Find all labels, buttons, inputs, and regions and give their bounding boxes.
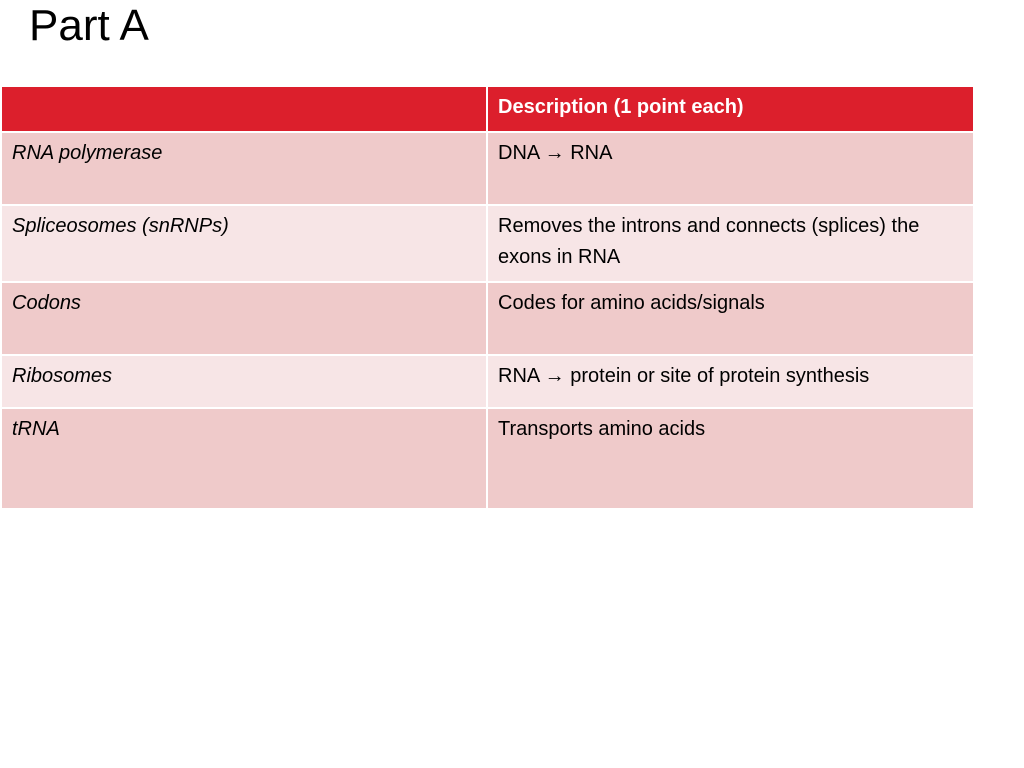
term-cell: Spliceosomes (snRNPs) [1,205,487,282]
term-cell: Codons [1,282,487,355]
term-cell: RNA polymerase [1,132,487,205]
table-header-row [1,86,974,132]
description-cell: Transports amino acids [487,408,974,509]
table-row [1,408,974,509]
table-row [1,132,974,205]
header-term [1,86,487,132]
page-title: Part A [29,1,149,50]
table-row [1,355,974,408]
table-row [1,205,974,282]
description-cell: DNA → RNA [487,132,974,205]
term-cell: Ribosomes [1,355,487,408]
description-cell: Removes the introns and connects (splices) the exons in RNA [487,205,974,282]
terms-table [0,85,975,510]
description-cell: Codes for amino acids/signals [487,282,974,355]
header-description: Description (1 point each) [487,86,974,132]
description-cell: RNA → protein or site of protein synthesis [487,355,974,408]
term-cell: tRNA [1,408,487,509]
table-row [1,282,974,355]
